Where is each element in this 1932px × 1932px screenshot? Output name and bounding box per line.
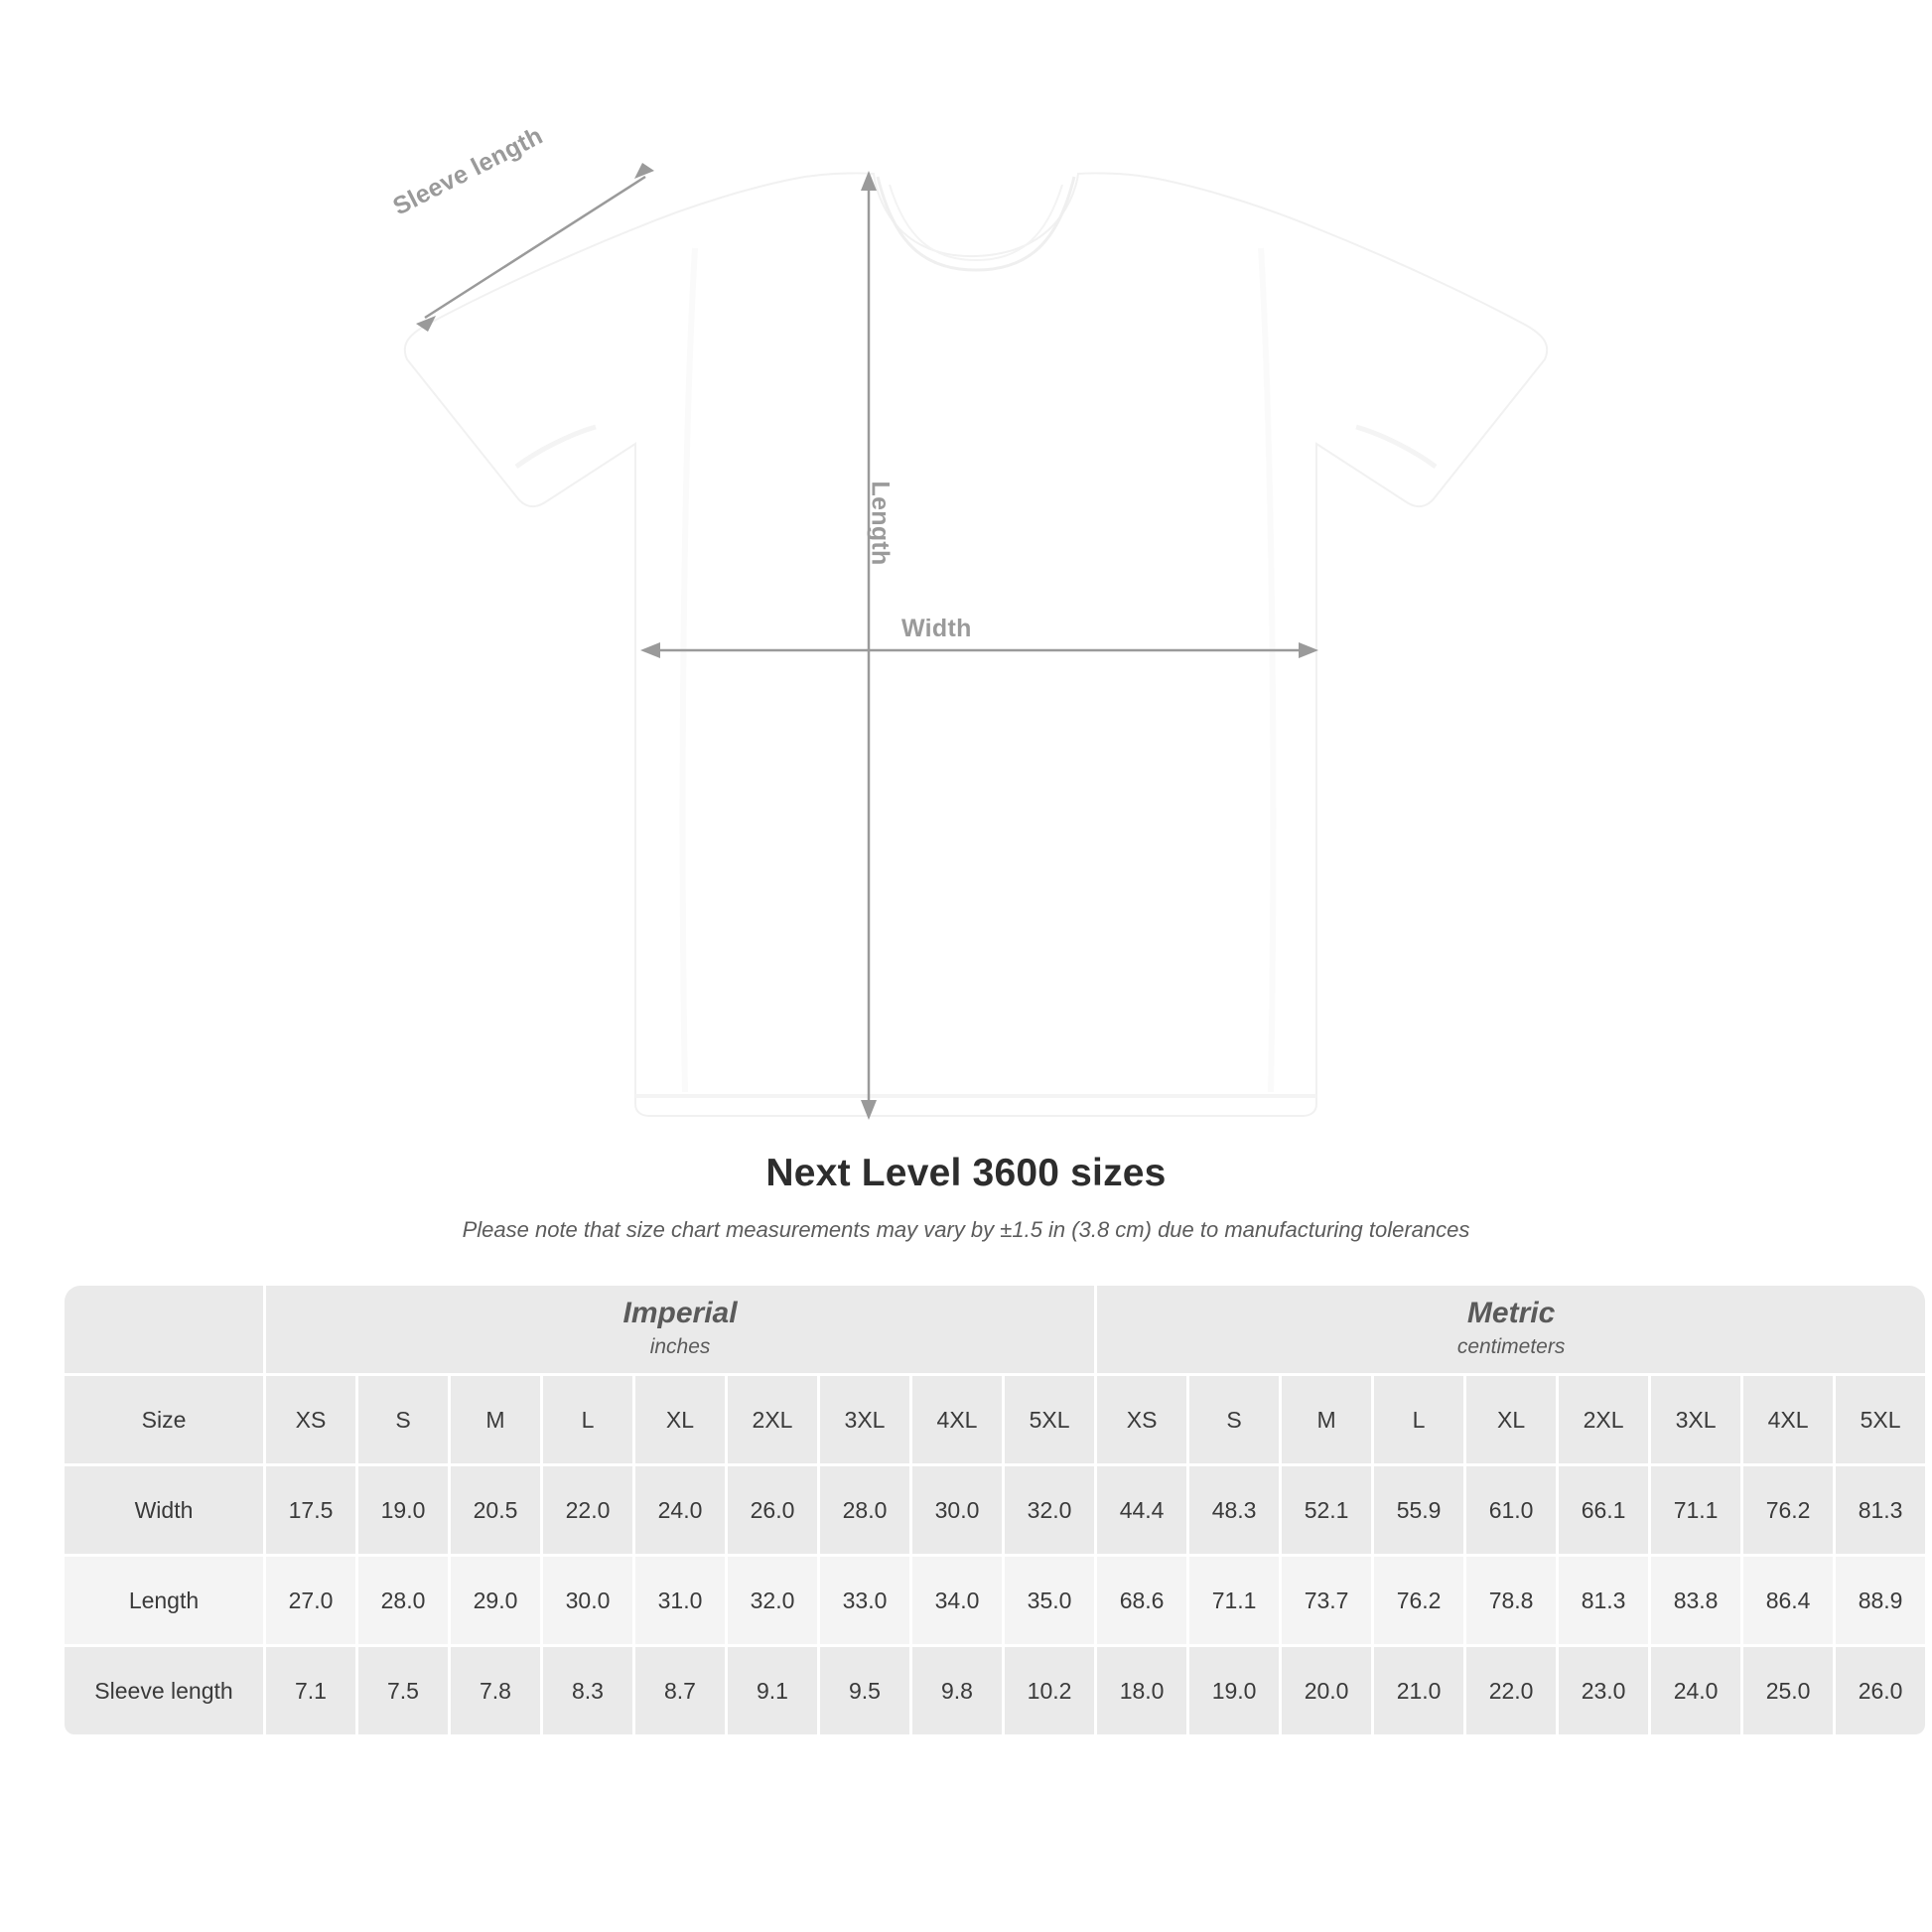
unit-group-metric-sub: centimeters [1456,1334,1566,1358]
cell-length-3xl-imperial: 33.0 [820,1557,909,1644]
cell-length-l-metric: 76.2 [1374,1557,1463,1644]
cell-width-3xl-metric: 71.1 [1651,1466,1740,1554]
size-header-l-metric: L [1374,1376,1463,1463]
unit-group-metric [1097,1286,1925,1373]
cell-length-xl-metric: 78.8 [1466,1557,1556,1644]
cell-width-5xl-imperial: 32.0 [1005,1466,1094,1554]
size-header-xs-imperial: XS [266,1376,355,1463]
table-row-length [65,1557,1925,1644]
tshirt-shape [405,173,1547,1116]
cell-length-s-metric: 71.1 [1189,1557,1279,1644]
cell-width-3xl-imperial: 28.0 [820,1466,909,1554]
cell-sleeve-m-metric: 20.0 [1282,1647,1371,1734]
cell-length-xl-imperial: 31.0 [635,1557,725,1644]
cell-sleeve-4xl-imperial: 9.8 [912,1647,1002,1734]
size-chart-table [62,1283,1928,1737]
table-corner-cell [65,1286,263,1373]
sleeve-length-dimension-label: Sleeve length [388,121,548,221]
unit-group-imperial-sub: inches [649,1334,711,1358]
cell-width-4xl-imperial: 30.0 [912,1466,1002,1554]
cell-length-xs-metric: 68.6 [1097,1557,1186,1644]
cell-width-m-imperial: 20.5 [451,1466,540,1554]
size-header-m-imperial: M [451,1376,540,1463]
cell-sleeve-5xl-metric: 26.0 [1836,1647,1925,1734]
size-header-row [65,1376,1925,1463]
cell-length-s-imperial: 28.0 [358,1557,448,1644]
cell-sleeve-2xl-metric: 23.0 [1559,1647,1648,1734]
size-header-2xl-metric: 2XL [1559,1376,1648,1463]
page-title: Next Level 3600 sizes [765,1152,1167,1194]
size-header-5xl-metric: 5XL [1836,1376,1925,1463]
cell-sleeve-4xl-metric: 25.0 [1743,1647,1833,1734]
size-header-4xl-imperial: 4XL [912,1376,1002,1463]
cell-sleeve-xl-imperial: 8.7 [635,1647,725,1734]
width-dimension-label: Width [901,615,972,642]
cell-length-xs-imperial: 27.0 [266,1557,355,1644]
cell-length-l-imperial: 30.0 [543,1557,632,1644]
cell-width-m-metric: 52.1 [1282,1466,1371,1554]
cell-sleeve-m-imperial: 7.8 [451,1647,540,1734]
cell-length-5xl-imperial: 35.0 [1005,1557,1094,1644]
cell-sleeve-xs-metric: 18.0 [1097,1647,1186,1734]
cell-width-s-metric: 48.3 [1189,1466,1279,1554]
cell-sleeve-s-metric: 19.0 [1189,1647,1279,1734]
cell-width-2xl-metric: 66.1 [1559,1466,1648,1554]
unit-header-row [65,1286,1925,1373]
title-block [0,1152,1932,1243]
cell-length-5xl-metric: 88.9 [1836,1557,1925,1644]
cell-length-4xl-metric: 86.4 [1743,1557,1833,1644]
cell-sleeve-l-imperial: 8.3 [543,1647,632,1734]
size-header-xl-imperial: XL [635,1376,725,1463]
cell-sleeve-2xl-imperial: 9.1 [728,1647,817,1734]
size-header-4xl-metric: 4XL [1743,1376,1833,1463]
unit-group-imperial [266,1286,1094,1373]
row-label-sleeve-length: Sleeve length [65,1647,263,1734]
cell-width-xl-imperial: 24.0 [635,1466,725,1554]
cell-sleeve-3xl-imperial: 9.5 [820,1647,909,1734]
cell-sleeve-s-imperial: 7.5 [358,1647,448,1734]
size-header-s-metric: S [1189,1376,1279,1463]
length-dimension-label: Length [866,481,895,566]
tolerance-note: Please note that size chart measurements may vary by ±1.5 in (3.8 cm) due to manufacturing tolerances [462,1217,1470,1242]
table-row-width [65,1466,1925,1554]
size-header-3xl-metric: 3XL [1651,1376,1740,1463]
size-header-s-imperial: S [358,1376,448,1463]
size-header-xs-metric: XS [1097,1376,1186,1463]
cell-width-xs-metric: 44.4 [1097,1466,1186,1554]
cell-width-xs-imperial: 17.5 [266,1466,355,1554]
cell-length-m-imperial: 29.0 [451,1557,540,1644]
table-row-sleeve-length [65,1647,1925,1734]
cell-length-2xl-metric: 81.3 [1559,1557,1648,1644]
cell-length-3xl-metric: 83.8 [1651,1557,1740,1644]
cell-sleeve-5xl-imperial: 10.2 [1005,1647,1094,1734]
cell-sleeve-l-metric: 21.0 [1374,1647,1463,1734]
cell-width-4xl-metric: 76.2 [1743,1466,1833,1554]
size-header-l-imperial: L [543,1376,632,1463]
size-header-label: Size [65,1376,263,1463]
size-header-3xl-imperial: 3XL [820,1376,909,1463]
cell-sleeve-xs-imperial: 7.1 [266,1647,355,1734]
cell-width-s-imperial: 19.0 [358,1466,448,1554]
cell-length-m-metric: 73.7 [1282,1557,1371,1644]
size-header-m-metric: M [1282,1376,1371,1463]
cell-sleeve-3xl-metric: 24.0 [1651,1647,1740,1734]
size-header-2xl-imperial: 2XL [728,1376,817,1463]
size-header-xl-metric: XL [1466,1376,1556,1463]
cell-length-4xl-imperial: 34.0 [912,1557,1002,1644]
size-header-5xl-imperial: 5XL [1005,1376,1094,1463]
cell-width-xl-metric: 61.0 [1466,1466,1556,1554]
cell-width-l-metric: 55.9 [1374,1466,1463,1554]
cell-length-2xl-imperial: 32.0 [728,1557,817,1644]
cell-sleeve-xl-metric: 22.0 [1466,1647,1556,1734]
row-label-width: Width [65,1466,263,1554]
size-chart-table-wrapper [62,1283,1903,1737]
unit-group-imperial-name: Imperial [622,1297,738,1329]
cell-width-2xl-imperial: 26.0 [728,1466,817,1554]
row-label-length: Length [65,1557,263,1644]
cell-width-5xl-metric: 81.3 [1836,1466,1925,1554]
cell-width-l-imperial: 22.0 [543,1466,632,1554]
unit-group-metric-name: Metric [1466,1297,1556,1329]
